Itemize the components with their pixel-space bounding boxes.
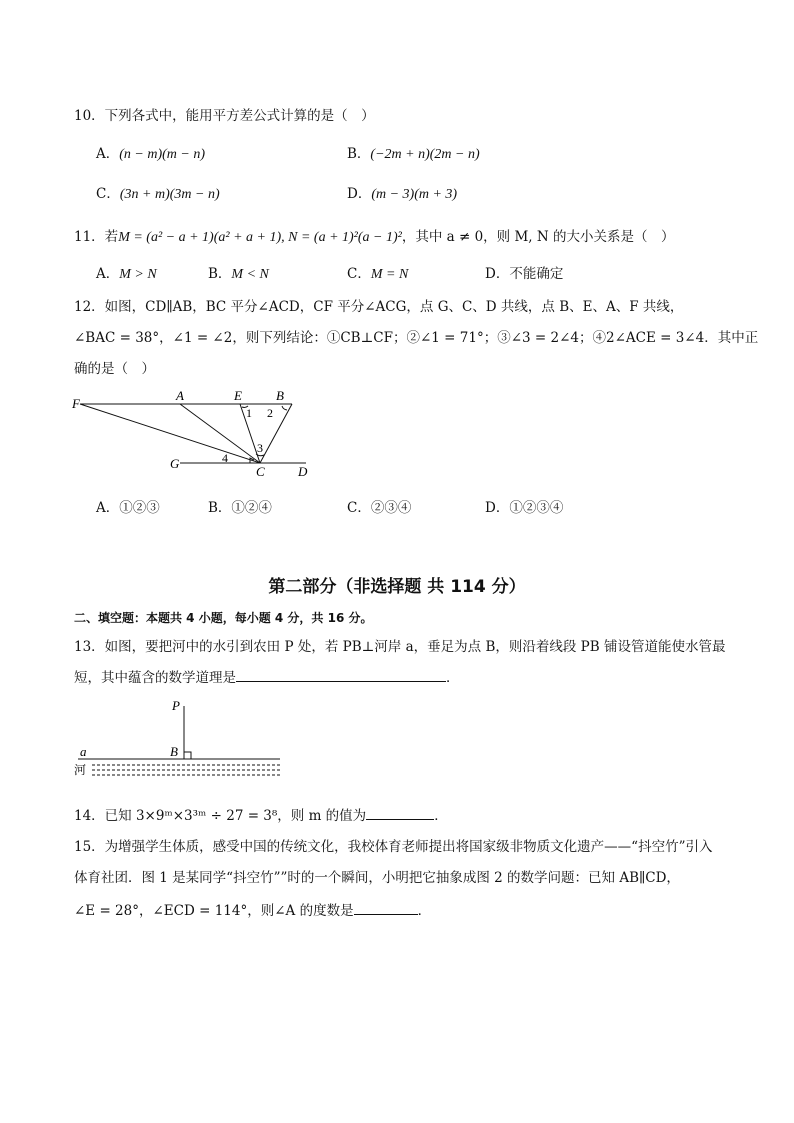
- option-expr: (n − m)(m − n): [119, 147, 206, 162]
- q14-wrap: [74, 804, 448, 824]
- option-letter: B．: [347, 146, 371, 162]
- label-angle-3: 3: [257, 441, 263, 455]
- option-letter: A．: [96, 500, 120, 516]
- option-expr: M < N: [231, 267, 269, 282]
- option-expr: (−2m + n)(2m − n): [370, 147, 480, 162]
- option-letter: D．: [485, 266, 510, 282]
- label-a: A: [176, 388, 184, 403]
- q13-line2-wrap: [74, 666, 460, 686]
- q15-end: ．: [417, 903, 432, 919]
- q10-option-d[interactable]: [347, 182, 457, 203]
- q12-figure: [60, 386, 330, 482]
- segment-cb: [260, 404, 292, 463]
- part2-subtitle: 二、填空题：本题共 4 小题，每小题 4 分，共 16 分。: [74, 611, 373, 625]
- q11-suffix: ，其中 a ≠ 0，则 M, N 的大小关系是（ ）: [401, 229, 675, 245]
- segment-cf: [80, 404, 260, 463]
- q11-option-a[interactable]: [96, 262, 157, 283]
- option-letter: B．: [208, 500, 232, 516]
- q11-option-d[interactable]: [485, 262, 563, 282]
- option-letter: B．: [208, 266, 232, 282]
- q11-expr: M = (a² − a + 1)(a² + a + 1), N = (a + 1)²(a − 1)²: [118, 230, 402, 245]
- q13-line1: 13．如图，要把河中的水引到农田 P 处，若 PB⊥河岸 a，垂足为点 B，则沿着线段 PB 铺设管道能使水管最: [74, 639, 726, 655]
- q13-end: ．: [446, 670, 460, 686]
- option-expr: M > N: [119, 267, 157, 282]
- q12-option-a[interactable]: [96, 496, 160, 516]
- q10-option-b[interactable]: [347, 142, 480, 163]
- option-expr: (m − 3)(m + 3): [371, 187, 458, 202]
- q12-line3: 确的是（ ）: [74, 361, 155, 377]
- option-expr: ①②③: [119, 500, 160, 516]
- option-expr: ①②④: [231, 500, 272, 516]
- q15-line2: 体育社团．图 1 是某同学“抖空竹””时的一个瞬间，小明把它抽象成图 2 的数学问题：已知 AB∥CD，: [74, 870, 680, 886]
- label-angle-2: 2: [267, 406, 273, 420]
- q11-option-c[interactable]: [347, 262, 408, 283]
- q15-line3-wrap: [74, 899, 431, 919]
- option-letter: C．: [347, 500, 371, 516]
- label-d: D: [298, 464, 308, 479]
- q12-line1: 12．如图，CD∥AB，BC 平分∠ACD，CF 平分∠ACG，点 G、C、D 共线，点 B、E、A、F 共线，: [74, 299, 684, 315]
- q14-text: 14．已知 3×9ᵐ×3³ᵐ ÷ 27 = 3⁸，则 m 的值为: [74, 808, 367, 824]
- q12-option-c[interactable]: [347, 496, 411, 516]
- answer-blank[interactable]: [354, 900, 418, 915]
- q15-line3: ∠E = 28°，∠ECD = 114°，则∠A 的度数是: [74, 903, 354, 919]
- option-letter: D．: [485, 500, 510, 516]
- q12-option-b[interactable]: [208, 496, 272, 516]
- option-expr: ②③④: [370, 500, 412, 516]
- answer-blank[interactable]: [366, 805, 434, 820]
- label-a: a: [80, 744, 87, 759]
- label-river: 河: [74, 763, 87, 777]
- option-expr: 不能确定: [509, 266, 564, 282]
- label-p: P: [172, 698, 180, 713]
- q12-line2: ∠BAC = 38°，∠1 = ∠2，则下列结论：①CB⊥CF；②∠1 = 71°；③∠3 = 2∠4；④2∠ACE = 3∠4．其中正: [74, 330, 759, 346]
- label-b: B: [170, 744, 178, 759]
- q13-line2: 短，其中蕴含的数学道理是: [74, 670, 236, 686]
- option-expr: (3n + m)(3m − n): [119, 187, 220, 202]
- label-f: F: [72, 396, 80, 411]
- q15-line1: 15．为增强学生体质，感受中国的传统文化，我校体育老师提出将国家级非物质文化遗产——“抖空竹”引入: [74, 839, 713, 855]
- q10-option-c[interactable]: [96, 182, 220, 203]
- right-angle-mark: [184, 752, 191, 759]
- label-b: B: [276, 388, 284, 403]
- option-expr: ①②③④: [509, 500, 564, 516]
- label-c: C: [256, 464, 265, 479]
- option-letter: C．: [96, 186, 120, 202]
- option-letter: A．: [96, 146, 120, 162]
- option-letter: D．: [347, 186, 372, 202]
- label-g: G: [170, 456, 180, 471]
- q12-option-d[interactable]: [485, 496, 563, 516]
- q13-figure: [70, 696, 285, 782]
- label-angle-4: 4: [222, 451, 228, 465]
- q11-prefix: 11．若: [74, 229, 119, 245]
- option-letter: A．: [96, 266, 120, 282]
- q10-stem: 10．下列各式中，能用平方差公式计算的是（ ）: [74, 108, 375, 124]
- q11-option-b[interactable]: [208, 262, 269, 283]
- label-angle-1: 1: [246, 406, 252, 420]
- option-expr: M = N: [370, 267, 409, 282]
- q10-option-a[interactable]: [96, 142, 205, 163]
- q14-end: ．: [434, 808, 448, 824]
- label-e: E: [234, 388, 242, 403]
- answer-blank[interactable]: [236, 667, 446, 682]
- q11-stem: [74, 225, 674, 246]
- part2-title: 第二部分（非选择题 共 114 分）: [268, 577, 526, 597]
- angle-2-arc: [282, 406, 287, 410]
- option-letter: C．: [347, 266, 371, 282]
